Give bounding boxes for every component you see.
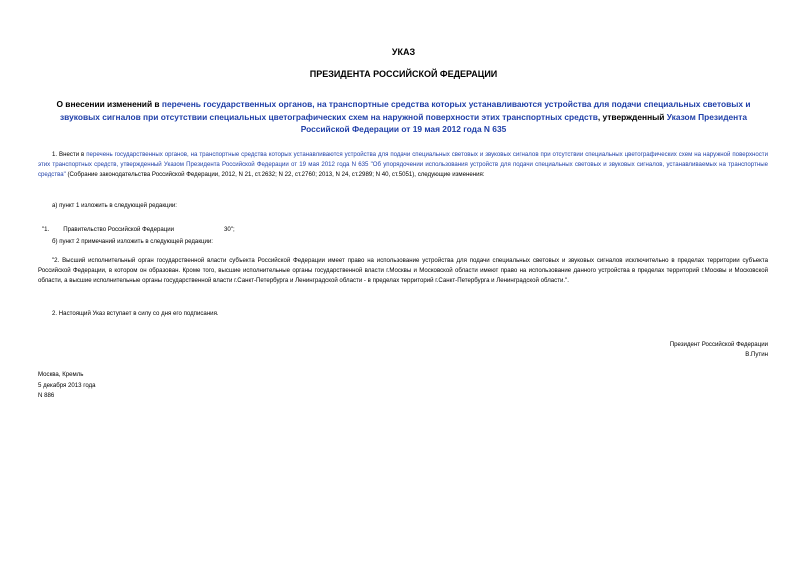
paragraph-1-link[interactable]: перечень государственных органов, на транспортные средства которых устанавливаются устройства для подачи специальных световых и звуковых сигналов при отсутствии специальных цветографических схем на наружной поверхности этих транспортных средств — [38, 151, 768, 168]
quote-item-1-name: Правительство Российской Федерации — [63, 226, 175, 233]
paragraph-1-middle[interactable]: , утвержденный Указом Президента Российской Федерации от 19 мая 2012 года N 635 "Об упорядочении использования устройств для подачи специальных световых и звуковых сигналов, устанавливаемых на транспортные средства" — [38, 160, 768, 178]
footer-number: N 886 — [38, 392, 55, 399]
item-a: а) пункт 1 изложить в следующей редакции: — [52, 202, 177, 209]
quote-item-1-number: "1. — [42, 226, 50, 233]
subtitle-link-list[interactable]: перечень государственных органов, на транспортные средства которых устанавливаются устройства для подачи специальных световых и звуковых сигналов при отсутствии специальных цветографических схем на наружной поверхности этих транспортных средств — [60, 99, 751, 122]
paragraph-1-suffix: (Собрание законодательства Российской Федерации, 2012, N 21, ст.2632; N 22, ст.2760; 2013, N 24, ст.2989; N 40, ст.5051), следующие изменения: — [65, 170, 485, 178]
item-b: б) пункт 2 примечаний изложить в следующей редакции: — [52, 238, 213, 245]
subtitle-middle: , утвержденный — [597, 111, 667, 122]
document-issuer: ПРЕЗИДЕНТА РОССИЙСКОЙ ФЕДЕРАЦИИ — [309, 69, 498, 79]
paragraph-quote-2: "2. Высший исполнительный орган государственной власти субъекта Российской Федерации имеет право на использование устройства для подачи специальных световых и звуковых сигналов исключительно в пределах территории субъекта Российской Федерации, в котором он образован. Кроме того, высшие исполнительные органы государственной власти г.Москвы и Московской области имеют право на использование данного устройства в пределах территорий г.Москвы и Московской области, а высшие исполнительные органы государственной власти г.Санкт-Петербурга и Ленинградской области - в пределах территорий г.Санкт-Петербурга и Ленинградской области.". — [38, 257, 768, 284]
paragraph-2: 2. Настоящий Указ вступает в силу со дня его подписания. — [52, 310, 219, 317]
signature-position: Президент Российской Федерации — [669, 341, 768, 348]
signature-name: В.Путин — [745, 351, 768, 358]
subtitle-prefix: О внесении изменений в — [56, 99, 162, 109]
footer-place: Москва, Кремль — [38, 371, 84, 378]
subtitle-link-decree[interactable]: Указом Президента Российской Федерации от 19 мая 2012 года N 635 — [300, 111, 747, 134]
footer-date: 5 декабря 2013 года — [38, 382, 96, 389]
quote-item-1-value: 30"; — [224, 226, 235, 233]
paragraph-1 — [38, 150, 768, 180]
document-title: УКАЗ — [391, 47, 416, 57]
paragraph-1-prefix: 1. Внести в — [52, 151, 87, 158]
quote-item-1 — [42, 225, 235, 235]
document-subtitle — [36, 98, 771, 136]
